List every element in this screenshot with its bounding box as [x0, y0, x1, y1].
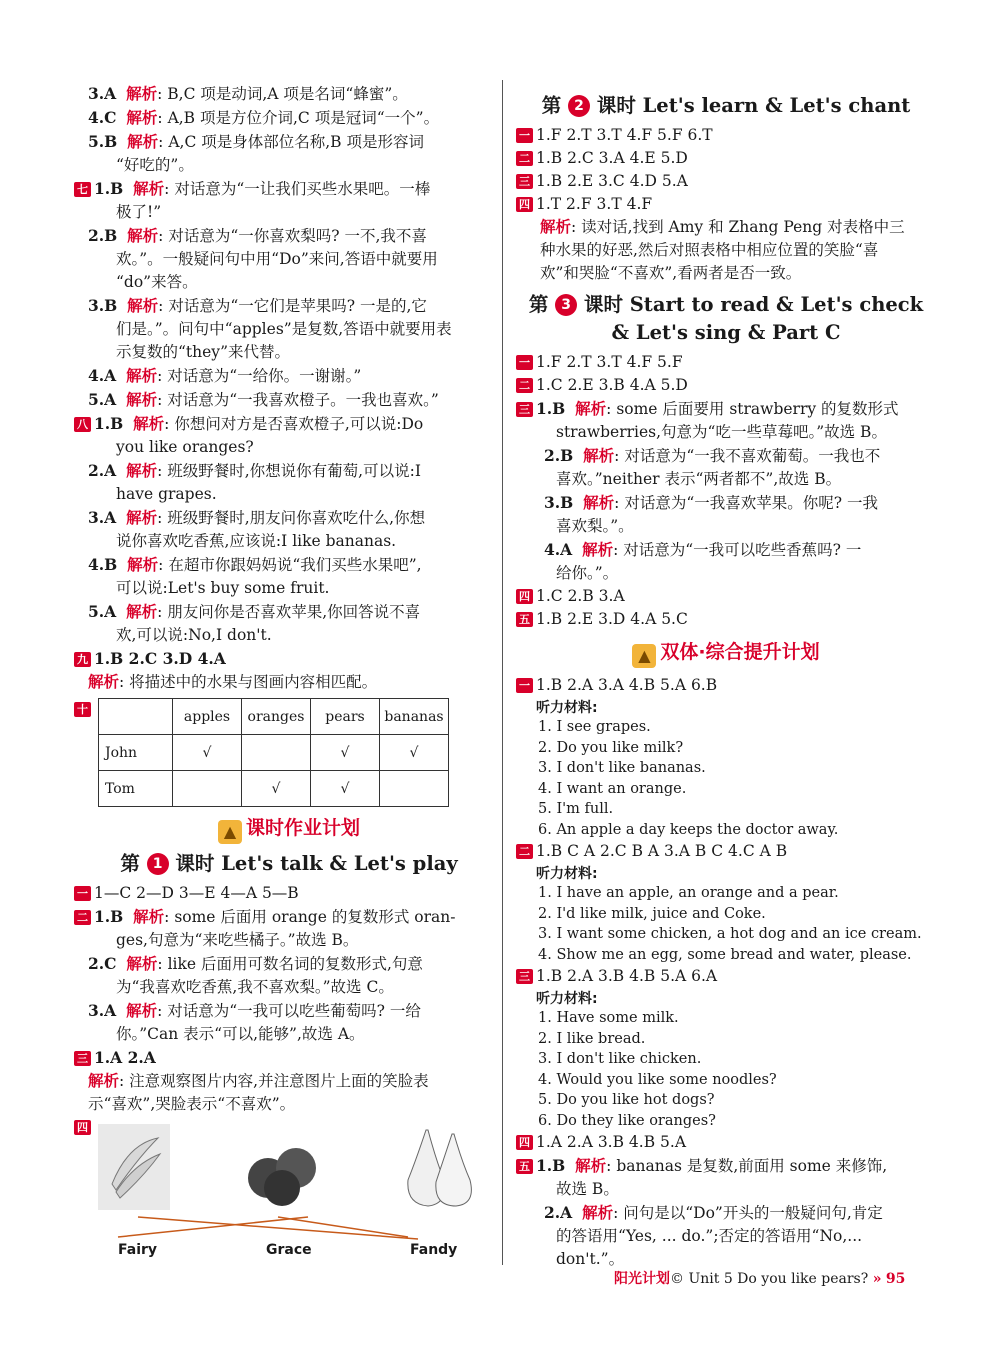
listening-line: 4. I want an orange.: [538, 780, 687, 797]
oranges-picture: [238, 1130, 328, 1214]
answer-item: 2.B 解析: 对话意为“一我不喜欢葡萄。一我也不: [544, 446, 881, 465]
answer-cont: 喜欢。”neither 表示“两者都不”,故选 B。: [556, 470, 842, 488]
section-mark: 八: [74, 417, 91, 432]
answer-item: 七 1.B 解析: 对话意为“一让我们买些水果吧。一棒: [88, 177, 490, 201]
answer-item: 二 1.B 解析: some 后面用 orange 的复数形式 oran-: [88, 905, 490, 929]
answer-row: 三 1.A 2.A: [88, 1046, 490, 1070]
name-label: Fairy: [118, 1242, 158, 1258]
section-mark: 四: [516, 1135, 533, 1150]
answer-row: 四 1.C 2.B 3.A: [516, 585, 936, 608]
answer-row: 三 1.B 2.A 3.B 4.B 5.A 6.A: [516, 965, 936, 988]
section-mark: 一: [516, 128, 533, 143]
section-mark: 二: [516, 378, 533, 393]
answer-item: 2.C 解析: like 后面用可数名词的复数形式,句意: [88, 954, 423, 973]
name-label: Fandy: [410, 1242, 458, 1258]
answer-cont: 你。”Can 表示“可以,能够”,故选 A。: [116, 1025, 365, 1043]
answer-item: 八 1.B 解析: 你想问对方是否喜欢橙子,可以说:Do: [88, 412, 490, 436]
page-footer: 阳光计划© Unit 5 Do you like pears? » 95: [614, 1271, 906, 1287]
answer-item: 5.B 解析: A,C 项是身体部位名称,B 项是形容词: [88, 132, 424, 151]
answer-cont: 给你。”。: [556, 564, 619, 582]
answer-item: 5.A 解析: 朋友问你是否喜欢苹果,你回答说不喜: [88, 602, 421, 621]
pears-icon: [398, 1120, 478, 1210]
section-banner: ▲ 双体·综合提升计划: [516, 637, 936, 668]
answer-row: 二 1.C 2.E 3.B 4.A 5.D: [516, 374, 936, 397]
answer-cont: “do”来答。: [116, 273, 198, 291]
section-mark: 十: [74, 702, 91, 717]
section-mark: 三: [516, 174, 533, 189]
section-banner: ▲ 课时作业计划: [88, 813, 490, 844]
answer-item: 2.A 解析: 班级野餐时,你想说你有葡萄,可以说:I: [88, 461, 421, 480]
section-mark: 四: [74, 1120, 91, 1135]
name-label: Grace: [266, 1242, 312, 1258]
column-divider: [502, 80, 503, 1265]
table-cell: √: [173, 735, 242, 771]
answer-cont: 可以说:Let's buy some fruit.: [116, 579, 330, 597]
answer-item: 3.A 解析: 班级野餐时,朋友问你喜欢吃什么,你想: [88, 508, 426, 527]
section-mark: 五: [516, 1159, 533, 1174]
answer-item: 5.A 解析: 对话意为“一我喜欢橙子。一我也喜欢。”: [88, 390, 439, 409]
section-mark: 三: [74, 1051, 91, 1066]
lesson-title: 第 3 课时 Start to read & Let's check: [528, 293, 924, 316]
answer-row: 一 1—C 2—D 3—E 4—A 5—B: [88, 882, 490, 905]
pears-picture: [398, 1120, 478, 1214]
fruit-table-section: [77, 698, 490, 807]
section-mark: 四: [516, 589, 533, 604]
answer-item: 4.A 解析: 对话意为“一我可以吃些香蕉吗? 一: [544, 540, 862, 559]
listening-line: 1. I see grapes.: [538, 719, 651, 735]
section-mark: 一: [516, 678, 533, 693]
banner-icon: ▲: [632, 644, 656, 668]
answer-note: 解析: 读对话,找到 Amy 和 Zhang Peng 对表格中三: [540, 218, 905, 236]
table-cell: [380, 771, 449, 807]
listening-line: 2. I like bread.: [538, 1030, 646, 1047]
table-cell: √: [380, 735, 449, 771]
answer-item: 3.B 解析: 对话意为“一它们是苹果吗? 一是的,它: [88, 296, 427, 315]
matching-pictures: [77, 1120, 490, 1270]
listening-line: 4. Would you like some noodles?: [538, 1071, 777, 1088]
answer-cont: 极了!”: [116, 203, 162, 221]
listening-title: 听力材料:: [536, 991, 598, 1007]
table-cell: √: [311, 771, 380, 807]
footer-arrows: »: [872, 1271, 882, 1287]
section-mark: 九: [74, 652, 91, 667]
answer-item: 3.A 解析: B,C 项是动词,A 项是名词“蜂蜜”。: [88, 84, 408, 103]
right-column: [516, 92, 936, 1271]
footer-brand: 阳光计划: [614, 1271, 670, 1287]
answer-cont: 欢。”。一般疑问句中用“Do”来问,答语中就要用: [116, 250, 438, 268]
answer-row: 四 1.T 2.F 3.T 4.F: [516, 193, 936, 216]
answer-cont: you like oranges?: [116, 438, 254, 456]
answer-cont: 喜欢梨。”。: [556, 517, 634, 535]
answer-cont: 欢,可以说:No,I don't.: [116, 626, 272, 644]
answer-cont: have grapes.: [116, 485, 217, 503]
listening-line: 4. Show me an egg, some bread and water, please.: [538, 946, 912, 963]
answer-row: 三 1.B 2.E 3.C 4.D 5.A: [516, 170, 936, 193]
answer-cont: 为“我喜欢吃香蕉,我不喜欢梨。”故选 C。: [116, 978, 394, 996]
answer-cont: 欢”和哭脸“不喜欢”,看两者是否一致。: [540, 264, 802, 282]
table-header-cell: apples: [173, 699, 242, 735]
answer-cont: ges,句意为“来吃些橘子。”故选 B。: [116, 931, 359, 949]
listening-line: 6. An apple a day keeps the doctor away.: [538, 821, 839, 838]
answer-row: 一 1.F 2.T 3.T 4.F 5.F: [516, 351, 936, 374]
answer-cont: “好吃的”。: [116, 156, 194, 174]
listening-title: 听力材料:: [536, 700, 598, 716]
listening-line: 3. I want some chicken, a hot dog and an ice cream.: [538, 926, 922, 942]
listening-line: 3. I don't like bananas.: [538, 760, 706, 776]
section-mark: 七: [74, 182, 91, 197]
table-cell: Tom: [99, 771, 173, 807]
lesson-title: 第 1 课时 Let's talk & Let's play: [120, 852, 458, 875]
section-mark: 三: [516, 969, 533, 984]
listening-line: 6. Do they like oranges?: [538, 1112, 716, 1129]
answer-cont: 说你喜欢吃香蕉,应该说:I like bananas.: [116, 532, 397, 550]
listening-line: 5. Do you like hot dogs?: [538, 1092, 715, 1108]
section-mark: 五: [516, 612, 533, 627]
table-header-row: [99, 699, 449, 735]
table-row: [99, 771, 449, 807]
listening-line: 2. I'd like milk, juice and Coke.: [538, 905, 766, 922]
section-mark: 二: [516, 151, 533, 166]
section-mark: 一: [516, 355, 533, 370]
answer-cont: 示复数的“they”来代替。: [116, 343, 290, 361]
answer-cont: strawberries,句意为“吃一些草莓吧。”故选 B。: [556, 423, 887, 441]
listening-title: 听力材料:: [536, 866, 598, 882]
answer-item: 3.A 解析: 对话意为“一我可以吃些葡萄吗? 一给: [88, 1001, 421, 1020]
answer-row: 五 1.B 2.E 3.D 4.A 5.C: [516, 608, 936, 631]
answer-note: 解析: 将描述中的水果与图画内容相匹配。: [88, 673, 378, 691]
answer-cont: 种水果的好恶,然后对照表格中相应位置的笑脸“喜: [540, 241, 879, 259]
table-cell: [242, 735, 311, 771]
answer-cont: 故选 B。: [556, 1180, 619, 1198]
section-mark: 三: [516, 402, 533, 417]
matching-lines: [108, 1215, 448, 1245]
answer-item: 4.C 解析: A,B 项是方位介词,C 项是冠词“一个”。: [88, 108, 440, 127]
answer-cont: 的答语用“Yes, ... do.”;否定的答语用“No,...: [556, 1227, 863, 1245]
answer-row: 二 1.B C A 2.C B A 3.A B C 4.C A B: [516, 840, 936, 863]
table-cell: John: [99, 735, 173, 771]
section-mark: 二: [516, 844, 533, 859]
answer-note: 解析: 注意观察图片内容,并注意图片上面的笑脸表: [88, 1072, 429, 1090]
footer-unit: Unit 5 Do you like pears?: [688, 1271, 869, 1287]
oranges-icon: [238, 1130, 328, 1210]
answer-row: 四 1.A 2.A 3.B 4.B 5.A: [516, 1131, 936, 1154]
lesson-title: 第 2 课时 Let's learn & Let's chant: [541, 94, 911, 117]
banner-icon: ▲: [218, 820, 242, 844]
listening-line: 3. I don't like chicken.: [538, 1051, 702, 1067]
table-cell: √: [311, 735, 380, 771]
fruit-table: [98, 698, 449, 807]
answer-item: 3.B 解析: 对话意为“一我喜欢苹果。你呢? 一我: [544, 493, 878, 512]
listening-line: 2. Do you like milk?: [538, 739, 684, 756]
bananas-icon: [98, 1124, 170, 1210]
table-cell: √: [242, 771, 311, 807]
section-mark: 二: [74, 910, 91, 925]
answer-item: 五 1.B 解析: bananas 是复数,前面用 some 来修饰,: [516, 1154, 936, 1178]
table-row: [99, 735, 449, 771]
answer-item: 2.B 解析: 对话意为“一你喜欢梨吗? 一不,我不喜: [88, 226, 427, 245]
answer-cont: 们是。”。问句中“apples”是复数,答语中就要用表: [116, 320, 452, 338]
answer-cont: don't.”。: [556, 1250, 625, 1268]
table-cell: [173, 771, 242, 807]
page-number: 95: [885, 1271, 906, 1287]
listening-line: 1. Have some milk.: [538, 1010, 679, 1026]
answer-row: 二 1.B 2.C 3.A 4.E 5.D: [516, 147, 936, 170]
lesson-title-cont: & Let's sing & Part C: [611, 321, 841, 344]
table-header-cell: [99, 699, 173, 735]
left-column: [77, 82, 490, 1270]
answer-item: 4.B 解析: 在超市你跟妈妈说“我们买些水果吧”,: [88, 555, 422, 574]
section-mark: 四: [516, 197, 533, 212]
bananas-picture: [98, 1124, 170, 1210]
listening-line: 1. I have an apple, an orange and a pear.: [538, 885, 839, 901]
table-header-cell: pears: [311, 699, 380, 735]
answer-row: 一 1.F 2.T 3.T 4.F 5.F 6.T: [516, 124, 936, 147]
table-header-cell: bananas: [380, 699, 449, 735]
section-mark: 一: [74, 886, 91, 901]
answer-cont: 示“喜欢”,哭脸表示“不喜欢”。: [88, 1095, 296, 1113]
table-header-cell: oranges: [242, 699, 311, 735]
answer-item: 2.A 解析: 问句是以“Do”开头的一般疑问句,肯定: [544, 1203, 883, 1222]
answer-row: 一 1.B 2.A 3.A 4.B 5.A 6.B: [516, 674, 936, 697]
answer-row: 九 1.B 2.C 3.D 4.A: [88, 647, 490, 671]
answer-item: 三 1.B 解析: some 后面要用 strawberry 的复数形式: [516, 397, 936, 421]
listening-line: 5. I'm full.: [538, 801, 614, 817]
answer-item: 4.A 解析: 对话意为“一给你。一谢谢。”: [88, 366, 362, 385]
